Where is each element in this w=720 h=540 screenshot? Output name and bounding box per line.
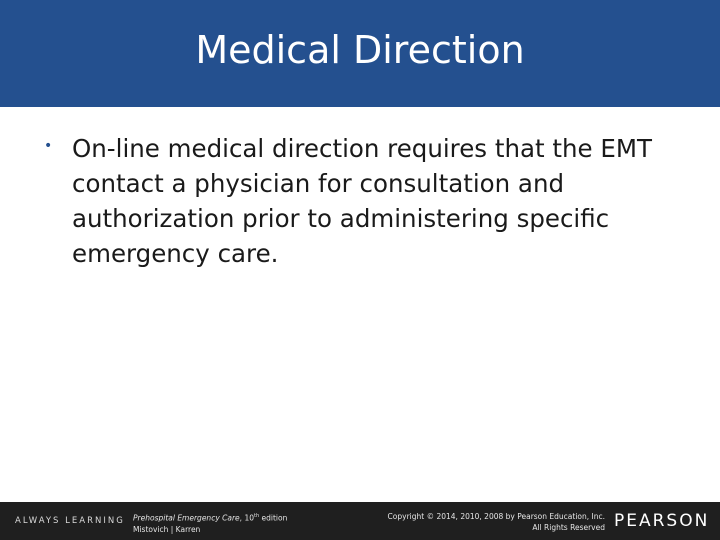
edition-word: edition <box>261 513 288 523</box>
book-title: Prehospital Emergency Care <box>133 513 240 523</box>
bullet-item <box>44 131 684 271</box>
pearson-logo: PEARSON <box>614 511 710 531</box>
footer-bar <box>0 502 720 540</box>
bullet-marker: • <box>44 138 53 154</box>
book-authors: Mistovich | Karren <box>133 524 201 534</box>
bullet-text: On-line medical direction requires that the EMT contact a physician for consultation and authorization prior to administering specific emergency care. <box>72 134 652 268</box>
edition-suffix: th <box>254 513 260 519</box>
copyright-line-1: Copyright © 2014, 2010, 2008 by Pearson Education, Inc. <box>387 512 605 521</box>
copyright-line-2: All Rights Reserved <box>532 523 605 532</box>
book-title-line: Prehospital Emergency Care, 10th edition <box>133 513 288 523</box>
edition-number: 10 <box>244 513 254 523</box>
title-bar <box>0 0 720 107</box>
always-learning-logo: ALWAYS LEARNING <box>15 516 125 526</box>
slide-title: Medical Direction <box>195 27 525 72</box>
book-citation <box>133 511 287 535</box>
copyright-notice <box>388 511 605 533</box>
slide-content <box>44 131 684 271</box>
